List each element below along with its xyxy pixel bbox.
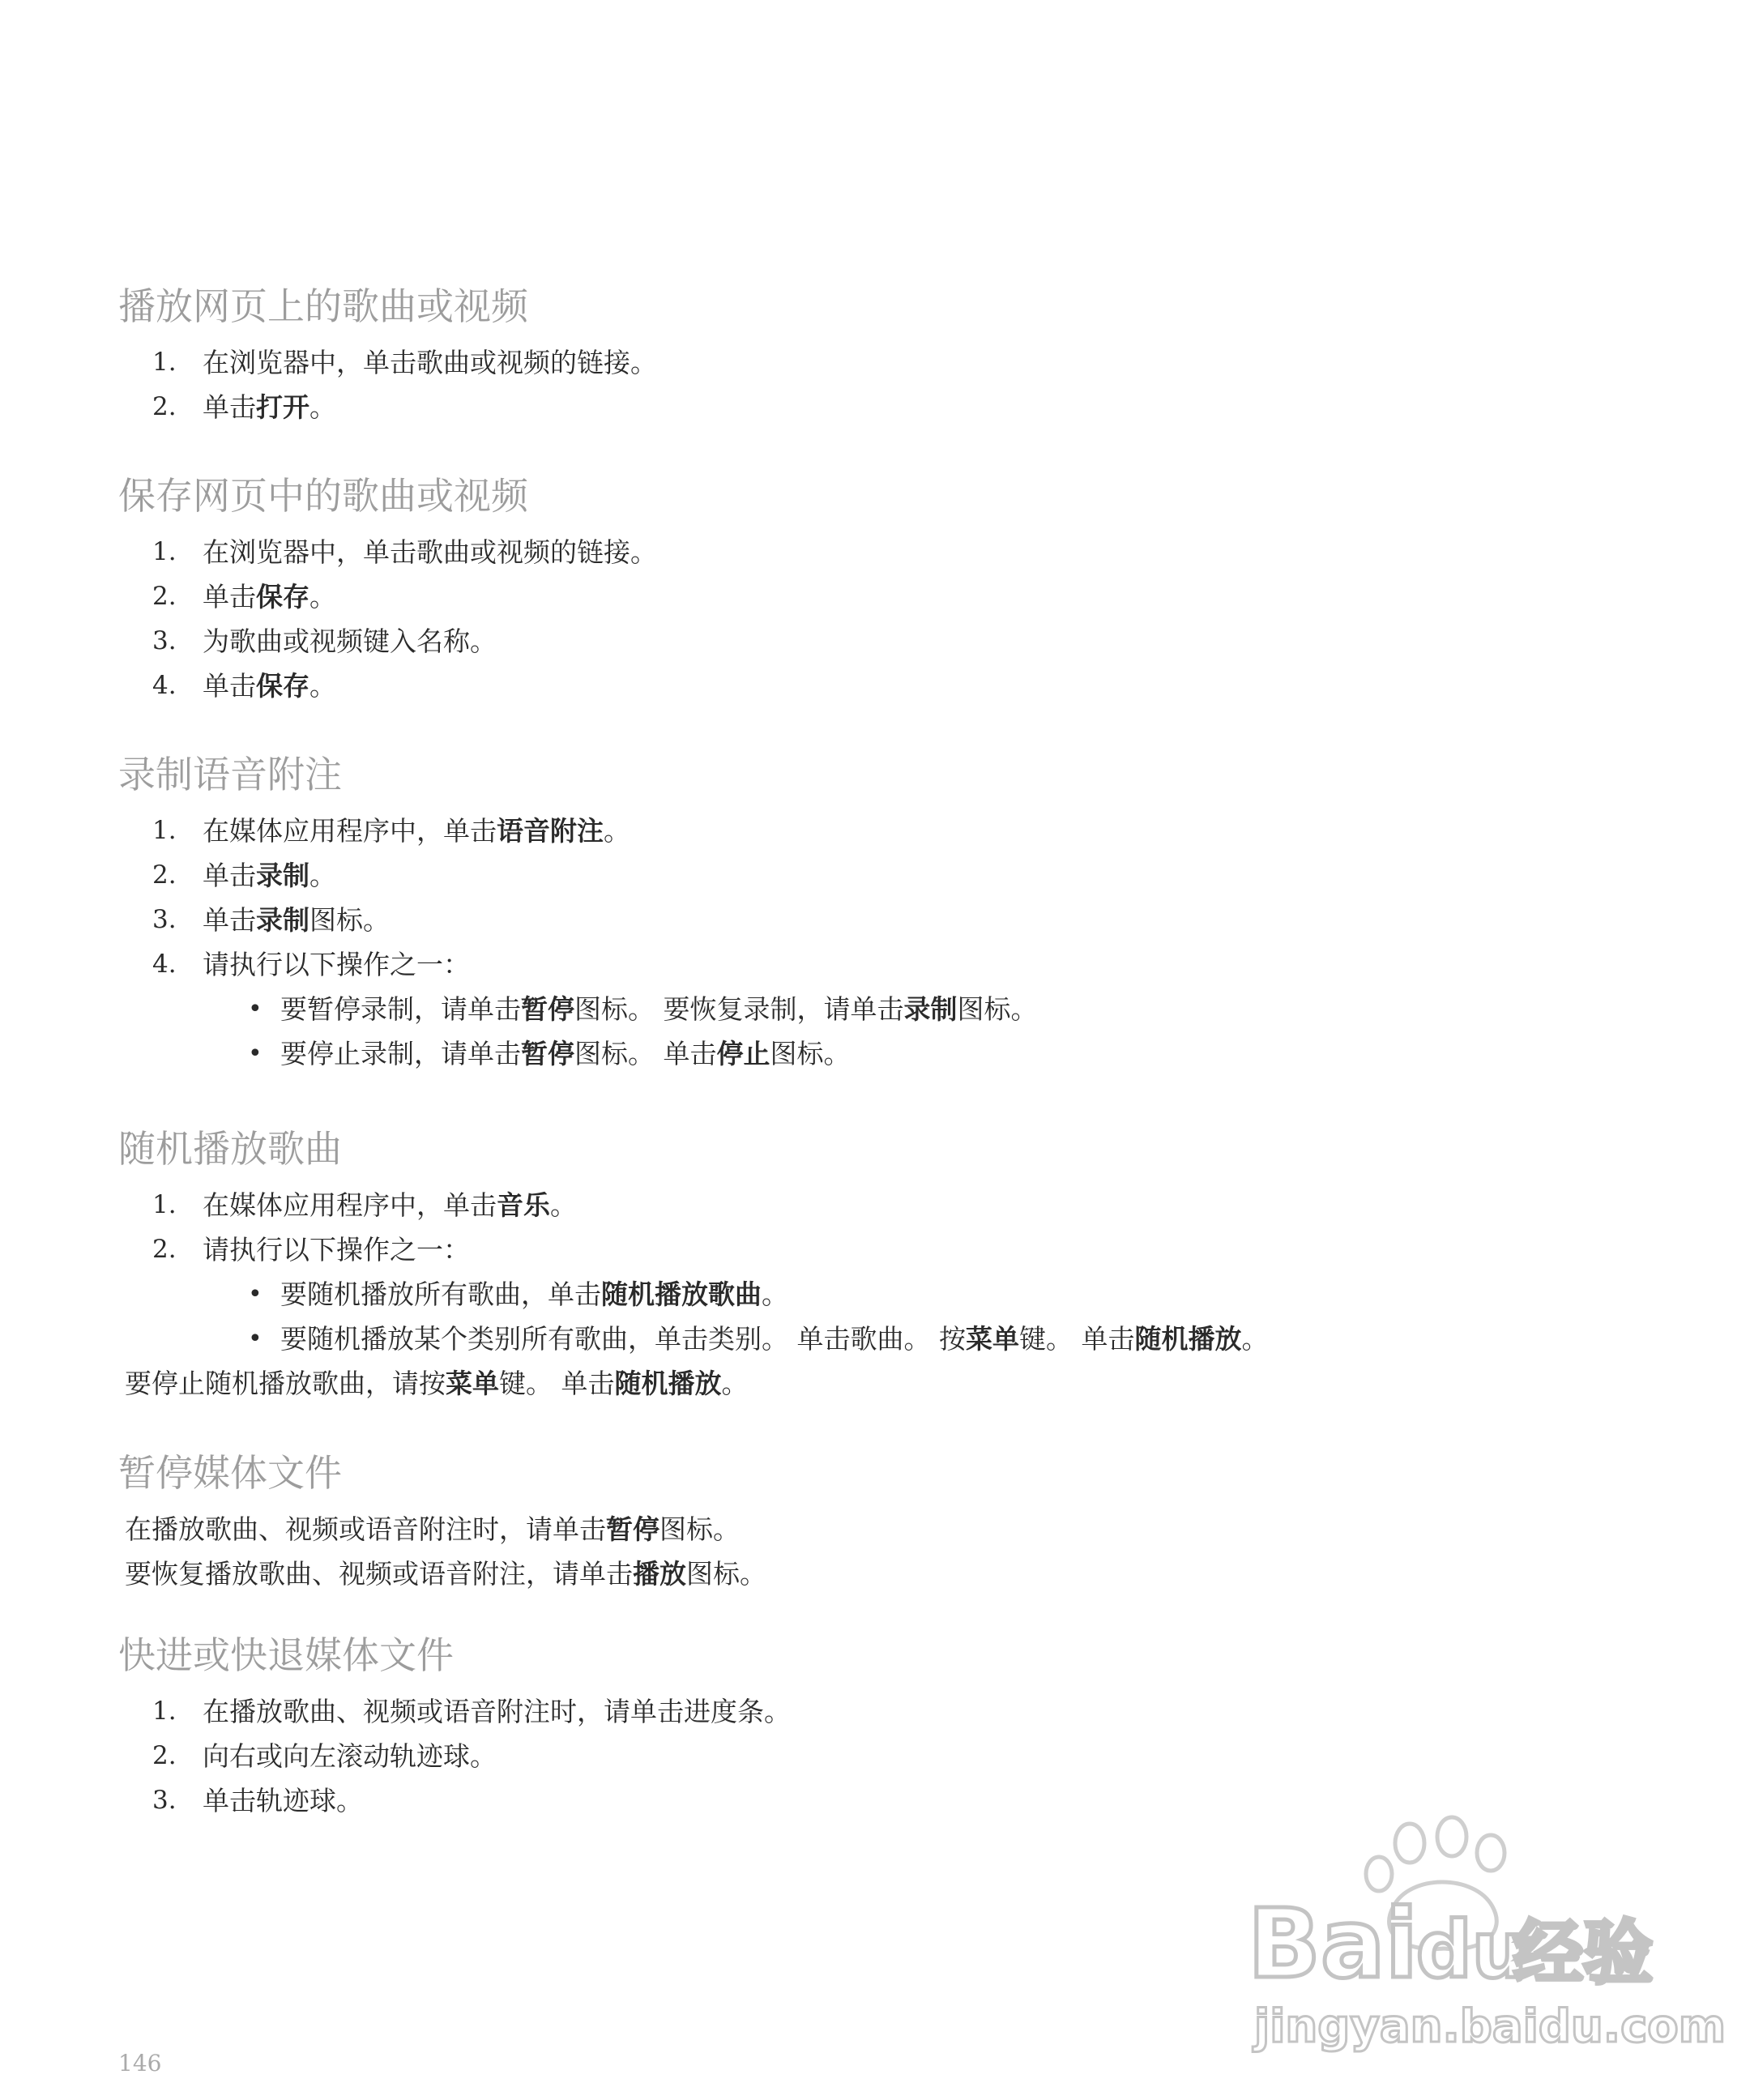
list-item: [118, 664, 1658, 708]
section-shuffle-songs: [118, 1123, 1658, 1406]
bullet-text: 。: [762, 1278, 788, 1310]
step-list: [118, 809, 1658, 987]
watermark-brand-left: Bai: [1248, 1888, 1419, 2000]
note-text: 。: [721, 1368, 749, 1399]
list-item: [118, 530, 1658, 574]
bullet-list: [118, 987, 1658, 1076]
baidu-jingyan-watermark: [1240, 1811, 1727, 2054]
watermark-brand-cn: 经验: [1513, 1913, 1653, 1994]
section-save-web-media: [118, 470, 1658, 708]
section-pause-media: [118, 1447, 1658, 1596]
step-text: 请执行以下操作之一：: [203, 949, 470, 980]
list-item: [118, 1227, 1658, 1272]
bullet-mark: •: [248, 1280, 262, 1308]
list-item: [118, 1031, 1658, 1076]
step-number: 1.: [152, 1190, 177, 1219]
step-text: 在媒体应用程序中，单击: [203, 815, 497, 847]
section-seek-media: [118, 1629, 1658, 1823]
list-item: [118, 619, 1658, 664]
step-text: 单击: [203, 670, 256, 702]
ui-term: 停止: [716, 1038, 770, 1069]
watermark-brand-right: du: [1416, 1905, 1528, 1995]
step-list: [118, 1183, 1658, 1272]
bullet-mark: •: [248, 1325, 262, 1353]
step-number: 4.: [152, 671, 177, 700]
note-text: 键。 单击: [499, 1368, 615, 1399]
paragraph-group: [118, 1507, 1658, 1596]
bullet-mark: •: [248, 1039, 262, 1068]
section-record-voice-note: [118, 749, 1658, 1076]
ui-term: 录制: [903, 993, 958, 1025]
step-text: 向右或向左滚动轨迹球。: [203, 1740, 497, 1772]
bullet-text: 图标。 单击: [574, 1038, 717, 1069]
list-item: [118, 809, 1658, 853]
bullet-text: 要随机播放某个类别所有歌曲，单击类别。 单击歌曲。 按: [280, 1323, 966, 1355]
list-item: [118, 987, 1658, 1031]
step-list: [118, 1689, 1658, 1823]
section-heading: 快进或快退媒体文件: [118, 1633, 454, 1677]
bullet-text: 图标。: [770, 1038, 851, 1069]
step-text: 。: [309, 670, 336, 702]
ui-term: 保存: [256, 670, 309, 702]
ui-term: 播放: [633, 1558, 686, 1590]
bullet-text: 要暂停录制，请单击: [280, 993, 521, 1025]
ui-term: 打开: [256, 391, 309, 423]
section-heading: 保存网页中的歌曲或视频: [118, 474, 528, 518]
step-text: 为歌曲或视频键入名称。: [203, 625, 497, 657]
step-number: 3.: [152, 626, 177, 655]
ui-term: 暂停: [521, 1038, 574, 1069]
step-text: 在播放歌曲、视频或语音附注时，请单击进度条。: [203, 1696, 791, 1727]
step-text: 在媒体应用程序中，单击: [203, 1189, 497, 1221]
step-list: [118, 530, 1658, 708]
list-item: [118, 1272, 1658, 1317]
watermark-url: jingyan.baidu.com: [1254, 2000, 1727, 2053]
list-item: [118, 898, 1658, 942]
bullet-text: 。: [1241, 1323, 1269, 1355]
step-text: 。: [604, 815, 630, 847]
bullet-text: 要停止录制，请单击: [280, 1038, 521, 1069]
bullet-text: 键。 单击: [1018, 1323, 1135, 1355]
step-number: 3.: [152, 1786, 177, 1815]
ui-term: 菜单: [446, 1368, 499, 1399]
step-text: 。: [550, 1189, 577, 1221]
paragraph-text: 图标。: [686, 1558, 766, 1590]
step-text: 请执行以下操作之一：: [203, 1234, 470, 1266]
step-number: 1.: [152, 1697, 177, 1726]
step-text: 。: [309, 860, 336, 891]
ui-term: 暂停: [521, 993, 574, 1025]
list-item: [118, 1734, 1658, 1778]
ui-term: 菜单: [965, 1323, 1019, 1355]
step-list: [118, 340, 1658, 429]
section-heading: 随机播放歌曲: [118, 1127, 342, 1171]
step-text: 。: [309, 391, 336, 423]
step-number: 1.: [152, 816, 177, 845]
step-text: 图标。: [309, 904, 390, 936]
ui-term: 随机播放: [614, 1368, 722, 1399]
bullet-text: 图标。: [957, 993, 1038, 1025]
step-text: 单击: [203, 581, 256, 612]
ui-term: 录制: [256, 904, 309, 936]
paragraph-text: 图标。: [659, 1513, 740, 1545]
bullet-text: 图标。 要恢复录制，请单击: [574, 993, 904, 1025]
ui-term: 随机播放: [1134, 1323, 1242, 1355]
section-play-web-media: [118, 280, 1658, 429]
step-number: 4.: [152, 950, 177, 979]
step-number: 3.: [152, 905, 177, 934]
ui-term: 保存: [256, 581, 309, 612]
section-heading: 录制语音附注: [118, 753, 342, 796]
step-text: 在浏览器中，单击歌曲或视频的链接。: [203, 536, 657, 568]
step-text: 单击: [203, 860, 256, 891]
list-item: [118, 942, 1658, 987]
step-number: 2.: [152, 1235, 177, 1264]
step-number: 2.: [152, 392, 177, 421]
step-number: 2.: [152, 1741, 177, 1770]
paragraph: [118, 1507, 1658, 1552]
bullet-text: 要随机播放所有歌曲，单击: [280, 1278, 601, 1310]
step-number: 2.: [152, 860, 177, 890]
ui-term: 录制: [256, 860, 309, 891]
section-heading: 暂停媒体文件: [118, 1451, 342, 1495]
note-text: 要停止随机播放歌曲，请按: [125, 1368, 446, 1399]
step-number: 1.: [152, 348, 177, 377]
ui-term: 语音附注: [497, 815, 604, 847]
page-number: 146: [118, 2050, 162, 2077]
paragraph: [118, 1552, 1658, 1596]
step-number: 2.: [152, 582, 177, 611]
ui-term: 随机播放歌曲: [601, 1278, 762, 1310]
section-heading: 播放网页上的歌曲或视频: [118, 284, 528, 328]
list-item: [118, 385, 1658, 429]
list-item: [118, 574, 1658, 619]
step-text: 单击: [203, 391, 256, 423]
step-number: 1.: [152, 537, 177, 566]
step-text: 。: [309, 581, 336, 612]
ui-term: 音乐: [497, 1189, 550, 1221]
bullet-mark: •: [248, 995, 262, 1023]
ui-term: 暂停: [606, 1513, 659, 1545]
step-text: 在浏览器中，单击歌曲或视频的链接。: [203, 347, 657, 378]
list-item: [118, 340, 1658, 385]
list-item: [118, 853, 1658, 898]
step-text: 单击: [203, 904, 256, 936]
list-item: [118, 1183, 1658, 1227]
shuffle-note: [118, 1361, 1658, 1406]
list-item: [118, 1689, 1658, 1734]
step-text: 单击轨迹球。: [203, 1785, 363, 1816]
list-item: [118, 1317, 1658, 1361]
paragraph-text: 要恢复播放歌曲、视频或语音附注，请单击: [125, 1558, 633, 1590]
bullet-list: [118, 1272, 1658, 1361]
paragraph-text: 在播放歌曲、视频或语音附注时，请单击: [125, 1513, 606, 1545]
